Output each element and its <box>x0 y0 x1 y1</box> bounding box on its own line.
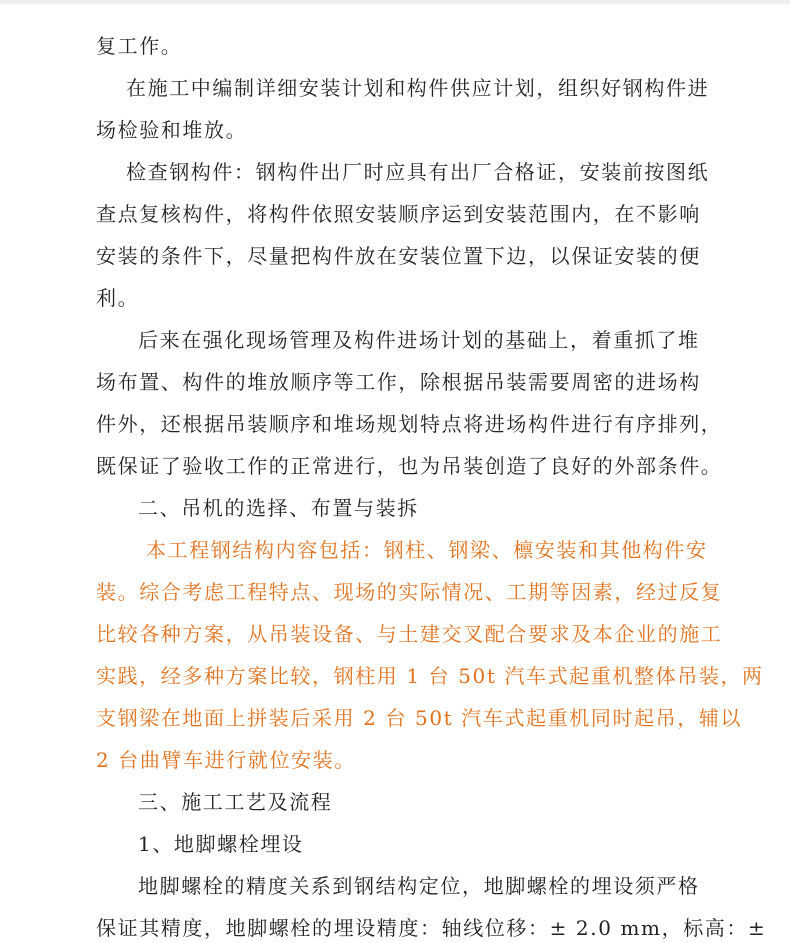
text-line: 地脚螺栓的精度关系到钢结构定位，地脚螺栓的埋设须严格 <box>138 874 700 898</box>
text-line: 后来在强化现场管理及构件进场计划的基础上，着重抓了堆 <box>138 328 700 352</box>
highlighted-line: 本工程钢结构内容包括：钢柱、钢梁、檩安装和其他构件安 <box>146 538 708 562</box>
text-line: 场布置、构件的堆放顺序等工作，除根据吊装需要周密的进场构 <box>96 370 701 394</box>
text-line: 利。 <box>96 286 140 310</box>
text-line: 场检验和堆放。 <box>96 118 248 142</box>
highlighted-line: 比较各种方案，从吊装设备、与土建交叉配合要求及本企业的施工 <box>96 622 723 646</box>
section-heading: 二、吊机的选择、布置与装拆 <box>138 496 419 520</box>
highlighted-line: 2 台曲臂车进行就位安装。 <box>96 748 356 772</box>
text-line: 复工作。 <box>96 34 183 58</box>
section-heading: 三、施工工艺及流程 <box>138 790 333 814</box>
text-line: 安装的条件下，尽量把构件放在安装位置下边，以保证安装的便 <box>96 244 701 268</box>
highlighted-line: 支钢梁在地面上拼装后采用 2 台 50t 汽车式起重机同时起吊，辅以 <box>96 706 743 730</box>
text-line: 在施工中编制详细安装计划和构件供应计划，组织好钢构件进 <box>126 76 710 100</box>
text-line: 既保证了验收工作的正常进行，也为吊装创造了良好的外部条件。 <box>96 454 723 478</box>
text-line: 件外，还根据吊装顺序和堆场规划特点将进场构件进行有序排列， <box>96 412 723 436</box>
highlighted-line: 装。综合考虑工程特点、现场的实际情况、工期等因素，经过反复 <box>96 580 723 604</box>
text-line: 查点复核构件，将构件依照安装顺序运到安装范围内，在不影响 <box>96 202 701 226</box>
text-line: 检查钢构件：钢构件出厂时应具有出厂合格证，安装前按图纸 <box>126 160 710 184</box>
highlighted-line: 实践，经多种方案比较，钢柱用 1 台 50t 汽车式起重机整体吊装，两 <box>96 664 764 688</box>
subsection-heading: 1、地脚螺栓埋设 <box>138 832 304 856</box>
text-line: 保证其精度，地脚螺栓的埋设精度：轴线位移：± 2.0 mm，标高：± <box>96 916 767 940</box>
